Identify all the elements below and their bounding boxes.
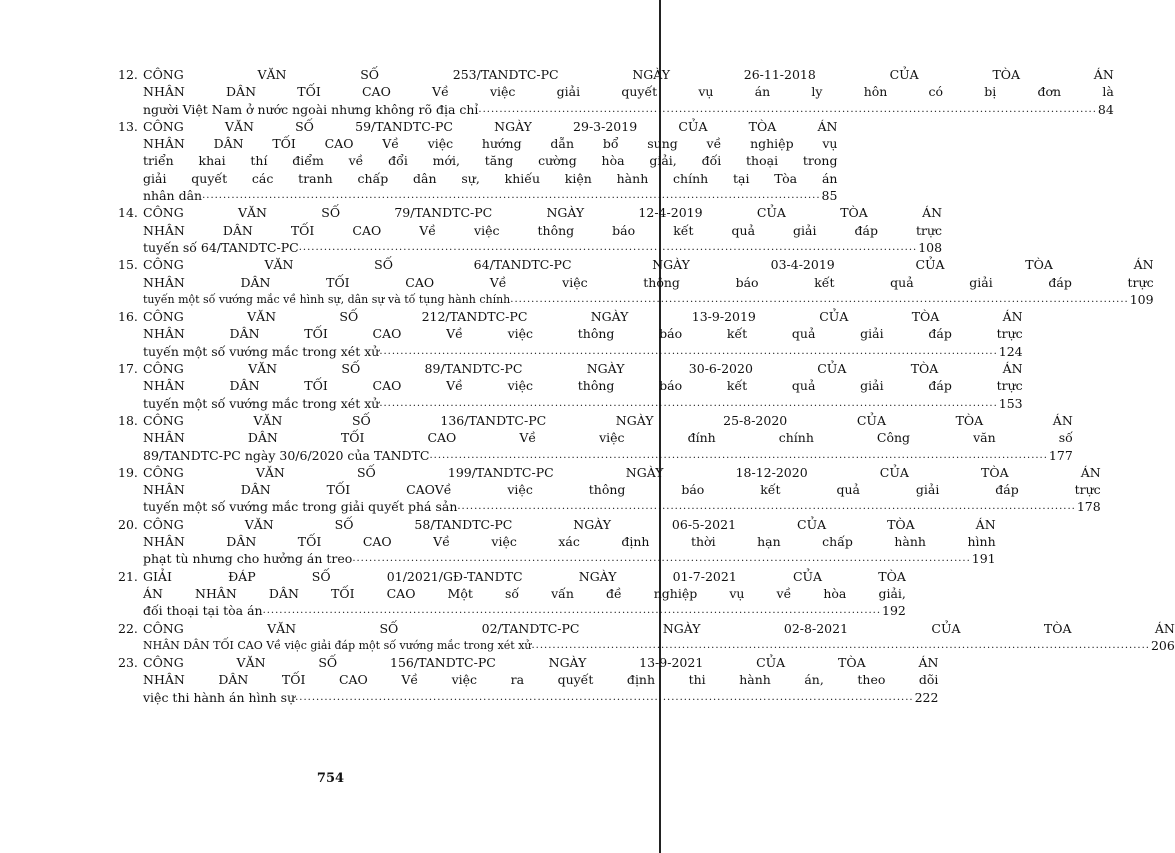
toc-entry-title (143, 204, 942, 256)
toc-entry-line: tuyến một số vướng mắc trong xét xử (143, 343, 380, 359)
toc-entry-line: NHÂN DÂN TỐI CAO Về việc ra quyết định thi hành án, theo dõi (143, 672, 939, 688)
toc-entry-number: 14. (118, 205, 138, 221)
toc-entry[interactable] (118, 66, 1114, 118)
dot-leader (429, 447, 1047, 464)
dot-leader (202, 187, 820, 204)
toc-entry-title (143, 654, 938, 706)
toc-entry-line: CÔNG VĂN SỐ 136/TANDTC-PC NGÀY 25-8-2020 CỦA TÒA ÁN (143, 412, 1073, 428)
toc-entry-line: 89/TANDTC-PC ngày 30/6/2020 của TANDTC (143, 447, 430, 463)
toc-page-number: 192 (882, 603, 906, 619)
page-number: 754 (316, 771, 345, 786)
toc-entry-number: 23. (118, 655, 138, 671)
toc-entry-number: 15. (118, 257, 138, 273)
toc-entry-last-line (143, 395, 1023, 412)
toc-entry[interactable] (118, 204, 943, 256)
toc-page-number: 84 (1097, 101, 1114, 117)
dot-leader (295, 689, 913, 706)
toc-entry-line: CÔNG VĂN SỐ 59/TANDTC-PC NGÀY 29-3-2019 CỦA TÒA ÁN (143, 118, 838, 134)
toc-entry-line: CÔNG VĂN SỐ 79/TANDTC-PC NGÀY 12-4-2019 CỦA TÒA ÁN (143, 205, 943, 221)
toc-entry-line: người Việt Nam ở nước ngoài nhưng không rõ địa chỉ (143, 101, 479, 117)
toc-entry-line: việc thi hành án hình sự (143, 689, 296, 705)
toc-entry-line: CÔNG VĂN SỐ 58/TANDTC-PC NGÀY 06-5-2021 CỦA TÒA ÁN (143, 516, 996, 532)
toc-entry-number: 13. (118, 118, 138, 134)
toc-entry-last-line (143, 447, 1073, 464)
toc-entry[interactable] (118, 360, 1023, 412)
toc-entry-line: CÔNG VĂN SỐ 253/TANDTC-PC NGÀY 26-11-2018 CỦA TÒA ÁN (143, 67, 1114, 82)
dot-leader (379, 343, 997, 360)
toc-entry-last-line (143, 239, 942, 256)
toc-page-number: 109 (1129, 291, 1154, 307)
toc-page-number: 124 (998, 343, 1023, 359)
toc-entry-line: NHÂN DÂN TỐI CAO Về việc hướng dẫn bổ sung về nghiệp vụ (143, 136, 838, 152)
toc-entry[interactable] (118, 412, 1073, 464)
toc-entry[interactable] (118, 654, 939, 706)
toc-entry-last-line (143, 637, 1175, 654)
toc-entry-last-line (143, 291, 1154, 308)
toc-entry-line: CÔNG VĂN SỐ 02/TANDTC-PC NGÀY 02-8-2021 CỦA TÒA ÁN (143, 620, 1175, 636)
dot-leader (352, 550, 970, 567)
toc-page-number: 85 (821, 188, 838, 204)
toc-entry[interactable] (118, 256, 1154, 308)
toc-page-number: 222 (914, 689, 939, 705)
toc-entry-line: NHÂN DÂN TỐI CAO Về việc giải quyết vụ án ly hôn có bị đơn là (143, 84, 1114, 100)
toc-entry-line: tuyến số 64/TANDTC-PC (143, 239, 299, 255)
toc-entry-title (143, 256, 1154, 308)
toc-entry-last-line (143, 498, 1101, 515)
toc-entry-last-line (143, 689, 938, 706)
toc-entry-line: NHÂN DÂN TỐI CAO Về việc giải đáp một số vướng mắc trong xét xử (143, 638, 532, 652)
toc-entry-line: phạt tù nhưng cho hưởng án treo (143, 551, 353, 567)
toc-entry[interactable] (118, 568, 906, 620)
toc-entry[interactable] (118, 464, 1101, 516)
toc-entry-line: NHÂN DÂN TỐI CAO Về việc xác định thời hạn chấp hành hình (143, 534, 996, 550)
toc-entry-number: 21. (118, 568, 138, 584)
toc-entry-last-line (143, 101, 1114, 118)
toc-entry-number: 22. (118, 620, 138, 636)
toc-entry-title (143, 118, 837, 204)
table-of-contents (118, 66, 1175, 706)
toc-page-number: 108 (918, 239, 943, 255)
toc-entry-line: CÔNG VĂN SỐ 212/TANDTC-PC NGÀY 13-9-2019 CỦA TÒA ÁN (143, 309, 1023, 325)
toc-entry-title (143, 620, 1175, 655)
toc-entry-line: NHÂN DÂN TỐI CAO Về việc thông báo kết quả giải đáp trực (143, 222, 943, 238)
dot-leader (263, 602, 881, 619)
toc-entry-title (143, 308, 1023, 360)
toc-entry-number: 18. (118, 412, 138, 428)
toc-entry-last-line (143, 187, 837, 204)
toc-entry-number: 16. (118, 309, 138, 325)
toc-entry-line: CÔNG VĂN SỐ 156/TANDTC-PC NGÀY 13-9-2021 CỦA TÒA ÁN (143, 655, 939, 671)
toc-entry-title (143, 464, 1101, 516)
toc-entry-number: 17. (118, 361, 138, 377)
toc-entry-line: đối thoại tại tòa án (143, 603, 263, 619)
dot-leader (379, 395, 997, 412)
dot-leader (299, 239, 917, 256)
toc-page-number: 153 (998, 395, 1023, 411)
toc-entry-line: ÁN NHÂN DÂN TỐI CAO Một số vấn đề nghiệp vụ về hòa giải, (143, 585, 906, 601)
toc-entry-line: giải quyết các tranh chấp dân sự, khiếu kiện hành chính tại Tòa án (143, 170, 838, 186)
toc-entry-title (143, 516, 996, 568)
dot-leader (478, 101, 1096, 118)
toc-entry-number: 12. (118, 67, 138, 82)
toc-entry-last-line (143, 343, 1023, 360)
toc-entry-line: NHÂN DÂN TỐI CAO Về việc thông báo kết quả giải đáp trực (143, 274, 1154, 290)
toc-entry-last-line (143, 602, 906, 619)
toc-entry-line: nhân dân (143, 188, 203, 204)
toc-entry-line: GIẢI ĐÁP SỐ 01/2021/GĐ-TANDTC NGÀY 01-7-2021 CỦA TÒA (143, 568, 906, 584)
toc-entry-line: NHÂN DÂN TỐI CAOVề việc thông báo kết quả giải đáp trực (143, 482, 1101, 498)
toc-entry-line: tuyến một số vướng mắc về hình sự, dân sự và tố tụng hành chính (143, 292, 511, 306)
toc-page-number: 177 (1048, 447, 1073, 463)
dot-leader (510, 291, 1128, 308)
toc-page-number: 191 (971, 551, 996, 567)
toc-entry-line: triển khai thí điểm về đổi mới, tăng cường hòa giải, đối thoại trong (143, 153, 838, 169)
toc-entry-line: tuyến một số vướng mắc trong xét xử (143, 395, 380, 411)
toc-entry-number: 19. (118, 464, 138, 480)
toc-entry-line: tuyến một số vướng mắc trong giải quyết phá sản (143, 499, 458, 515)
toc-entry-title (143, 568, 906, 620)
toc-entry[interactable] (118, 516, 996, 568)
toc-entry-title (143, 66, 1114, 118)
toc-entry[interactable] (118, 308, 1023, 360)
dot-leader (457, 498, 1075, 515)
toc-entry-title (143, 360, 1023, 412)
toc-entry-number: 20. (118, 516, 138, 532)
toc-entry-line: CÔNG VĂN SỐ 64/TANDTC-PC NGÀY 03-4-2019 CỦA TÒA ÁN (143, 257, 1154, 273)
toc-entry-line: CÔNG VĂN SỐ 199/TANDTC-PC NGÀY 18-12-2020 CỦA TÒA ÁN (143, 464, 1101, 480)
toc-page-number: 178 (1076, 499, 1101, 515)
toc-entry[interactable] (118, 620, 1175, 655)
toc-entry-line: NHÂN DÂN TỐI CAO Về việc thông báo kết quả giải đáp trực (143, 378, 1023, 394)
toc-entry-line: CÔNG VĂN SỐ 89/TANDTC-PC NGÀY 30-6-2020 CỦA TÒA ÁN (143, 361, 1023, 377)
toc-entry-line: NHÂN DÂN TỐI CAO Về việc đính chính Công văn số (143, 430, 1073, 446)
toc-entry-last-line (143, 550, 996, 567)
toc-entry[interactable] (118, 118, 838, 204)
toc-entry-line: NHÂN DÂN TỐI CAO Về việc thông báo kết quả giải đáp trực (143, 326, 1023, 342)
dot-leader (532, 637, 1150, 654)
toc-entry-title (143, 412, 1073, 464)
toc-page-number: 206 (1150, 637, 1175, 653)
